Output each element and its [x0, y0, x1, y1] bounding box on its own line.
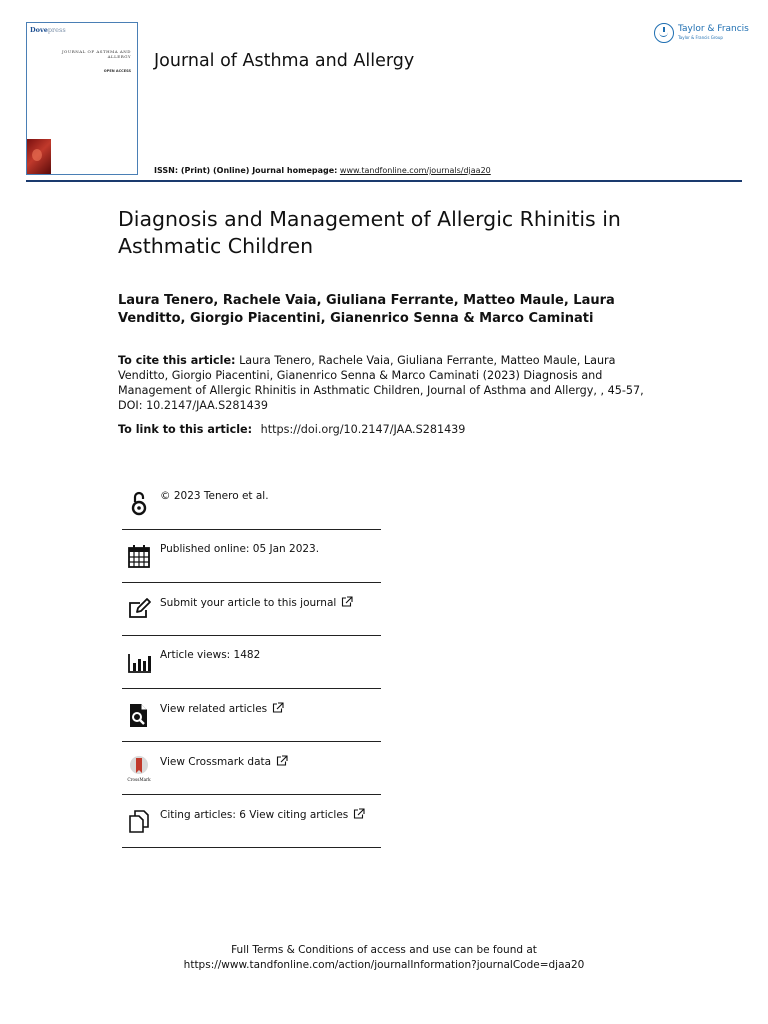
crossmark-icon [126, 754, 152, 782]
footer-terms-text: Full Terms & Conditions of access and use can be found at [231, 944, 537, 956]
search-document-icon [126, 701, 152, 729]
citing-articles-link[interactable]: Citing articles: 6 View citing articles [160, 808, 365, 821]
published-date-text: Published online: 05 Jan 2023. [160, 543, 320, 555]
journal-cover-thumbnail [26, 22, 138, 175]
publisher-group: Taylor & Francis Group [678, 35, 723, 40]
footer-terms-url[interactable]: https://www.tandfonline.com/action/journalInformation?journalCode=djaa20 [183, 959, 585, 971]
open-access-icon [126, 489, 152, 517]
publisher-name: Taylor & Francis [678, 24, 749, 34]
article-link-label: To link to this article: [118, 423, 253, 436]
list-item-crossmark[interactable] [122, 742, 381, 795]
citation-text: Laura Tenero, Rachele Vaia, Giuliana Ferrante, Matteo Maule, Laura Venditto, Giorgio Piacentini, Gianenrico Senna & Marco Caminati (2023) Diagnosis and Management of Allergic Rhinitis in Asthmatic Children, Journal of Asthma and Allergy, , 45-57, DOI: [118, 354, 644, 412]
external-link-icon [341, 596, 353, 607]
citing-articles-icon [126, 807, 152, 835]
related-articles-link[interactable]: View related articles [160, 702, 284, 715]
journal-homepage-link[interactable]: www.tandfonline.com/journals/djaa20 [339, 166, 491, 175]
citation-label: To cite this article: [118, 354, 236, 367]
cover-open-access: OPEN ACCESS [103, 69, 131, 73]
citation-doi-link[interactable]: 10.2147/JAA.S281439 [146, 399, 268, 412]
cover-image [27, 139, 51, 174]
external-link-icon [272, 702, 284, 713]
list-item-published [122, 530, 381, 583]
terms-footer [0, 943, 768, 973]
list-item-views [122, 636, 381, 689]
cover-journal-title: JOURNAL OF ASTHMA AND ALLERGY [61, 49, 131, 59]
list-item-submit[interactable] [122, 583, 381, 636]
article-info-list [122, 477, 381, 848]
issn-line [154, 166, 491, 175]
external-link-icon [276, 755, 288, 766]
taylor-francis-logo[interactable] [654, 23, 749, 45]
external-link-icon [353, 808, 365, 819]
copyright-text: © 2023 Tenero et al. [160, 490, 269, 502]
list-item-copyright [122, 477, 381, 530]
svg-text:CrossMark: CrossMark [127, 777, 151, 782]
submit-article-link[interactable]: Submit your article to this journal [160, 596, 353, 609]
list-item-related[interactable] [122, 689, 381, 742]
article-link-line [118, 423, 465, 436]
calendar-icon [126, 542, 152, 570]
bar-chart-icon [126, 648, 152, 676]
journal-name: Journal of Asthma and Allergy [154, 51, 415, 71]
taylor-francis-logo-icon [654, 23, 674, 43]
edit-icon [126, 595, 152, 623]
cover-brand: Dovepress [30, 26, 66, 34]
citation-block [118, 353, 658, 413]
list-item-citing[interactable] [122, 795, 381, 848]
article-authors: Laura Tenero, Rachele Vaia, Giuliana Ferrante, Matteo Maule, Laura Venditto, Giorgio Piacentini, Gianenrico Senna & Marco Caminati [118, 293, 615, 326]
article-title: Diagnosis and Management of Allergic Rhinitis in Asthmatic Children [118, 207, 621, 258]
header-divider [26, 180, 742, 182]
article-views-text: Article views: 1482 [160, 649, 261, 661]
crossmark-link[interactable]: View Crossmark data [160, 755, 288, 768]
issn-label: ISSN: (Print) (Online) Journal homepage: [154, 166, 338, 175]
article-doi-link[interactable]: https://doi.org/10.2147/JAA.S281439 [260, 423, 466, 436]
